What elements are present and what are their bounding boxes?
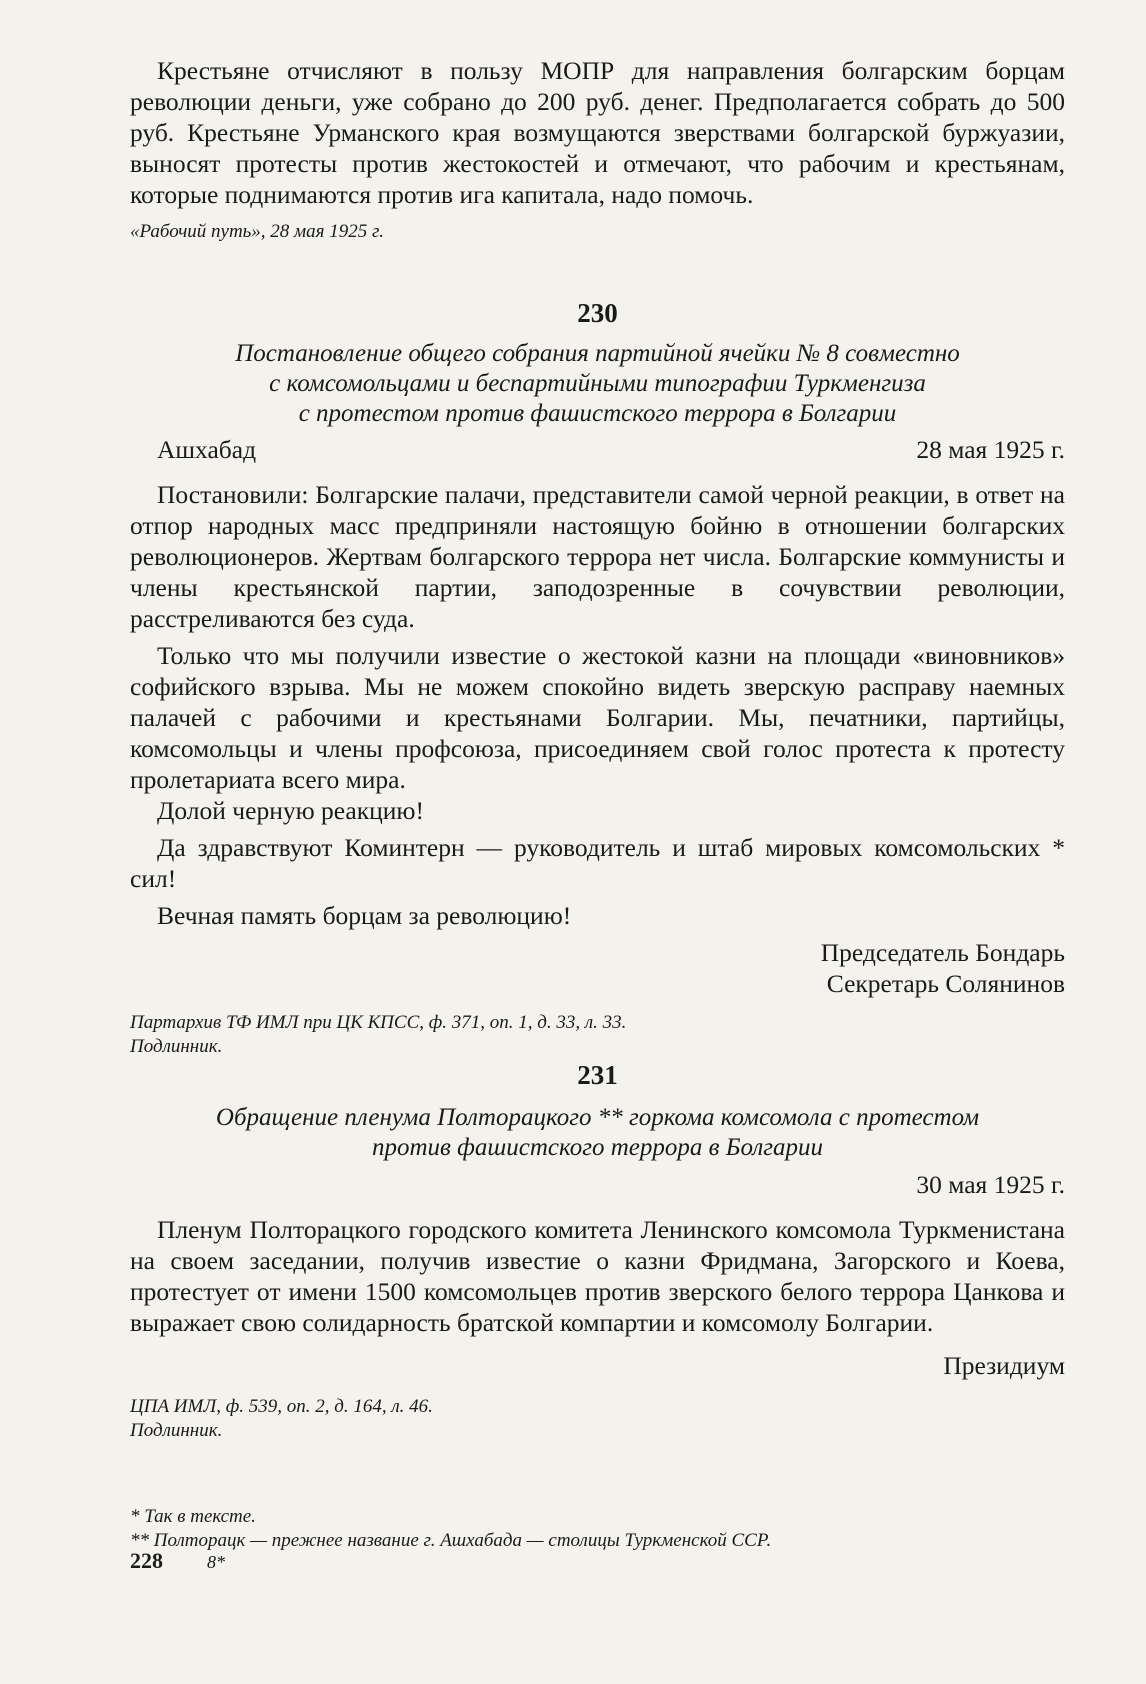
footnote-2: ** Полторацк — прежнее название г. Ашхабада — столицы Туркменской ССР.: [130, 1530, 772, 1551]
doc230-paragraph-5: Вечная память борцам за революцию!: [157, 901, 572, 930]
page-footer: [130, 1548, 1065, 1574]
doc230-date: 28 мая 1925 г.: [916, 435, 1065, 464]
doc231-date: 30 мая 1925 г.: [916, 1170, 1065, 1199]
doc231-title: [130, 1103, 1065, 1163]
doc230-source-original: Подлинник.: [130, 1036, 223, 1057]
doc230-signature-chairman: Председатель Бондарь: [820, 938, 1065, 967]
doc231-number: 231: [577, 1060, 618, 1090]
doc231-source-original: Подлинник.: [130, 1420, 223, 1441]
intro-paragraph: Крестьяне отчисляют в пользу МОПР для направления болгарским борцам революции деньги, уже собрано до 200 руб. денег. Предполагается собрать до 500 руб. Крестьяне Урманского края возмущаются зверствами болгарской буржуазии, выносят протесты против жестокостей и отмечают, что рабочим и крестьянам, которые поднимаются против ига капитала, надо помочь.: [130, 56, 1065, 209]
doc230-source: [130, 1011, 1065, 1059]
document-230: [130, 298, 1065, 1059]
doc231-title-line1: Обращение пленума Полторацкого ** горкома комсомола с протестом: [215, 1104, 980, 1131]
document-231: [130, 1060, 1065, 1443]
doc230-title-line3: с протестом против фашистского террора в Болгарии: [298, 400, 897, 427]
doc230-body: [130, 479, 1065, 931]
doc231-source-archive: ЦПА ИМЛ, ф. 539, оп. 2, д. 164, л. 46.: [130, 1396, 433, 1417]
doc230-number: 230: [577, 298, 618, 328]
doc231-source: [130, 1395, 1065, 1443]
doc230-title: [130, 339, 1065, 429]
footnotes: [130, 1505, 1065, 1553]
signature-mark: 8*: [207, 1552, 225, 1572]
intro-source: «Рабочий путь», 28 мая 1925 г.: [130, 221, 384, 242]
doc230-paragraph-3: Долой черную реакцию!: [157, 796, 424, 825]
doc230-paragraph-2: Только что мы получили известие о жестокой казни на площади «виновников» софийского взрыва. Мы не можем спокойно видеть зверскую расправу наемных палачей с рабочими и крестьянами Болгарии. Мы, печатники, партийцы, комсомольцы и члены профсоюза, присоединяем свой голос протеста к протесту пролетариата всего мира.: [130, 641, 1065, 794]
doc231-paragraph-1: Пленум Полторацкого городского комитета Ленинского комсомола Туркменистана на своем заседании, получив известие о казни Фридмана, Загорского и Коева, протестует от имени 1500 комсомольцев против зверского белого террора Цанкова и выражает свою солидарность братской компартии и комсомолу Болгарии.: [130, 1215, 1065, 1337]
doc230-title-line1: Постановление общего собрания партийной ячейки № 8 совместно: [235, 340, 960, 367]
doc230-title-line2: с комсомольцами и беспартийными типографии Туркменгиза: [269, 370, 926, 397]
doc231-signature: Президиум: [943, 1351, 1065, 1380]
doc230-dateline: [130, 435, 1065, 465]
doc230-paragraph-4: Да здравствуют Коминтерн — руководитель и штаб мировых комсомольских * сил!: [130, 833, 1065, 893]
page-number: 228: [130, 1548, 163, 1573]
doc230-signature-secretary: Секретарь Солянинов: [826, 969, 1065, 998]
doc230-paragraph-1: Постановили: Болгарские палачи, представители самой черной реакции, в ответ на отпор народных масс предприняли настоящую бойню в отношении болгарских революционеров. Жертвам болгарского террора нет числа. Болгарские коммунисты и члены крестьянской партии, заподозренные в сочувствии революции, расстреливаются без суда.: [130, 480, 1065, 633]
doc230-source-archive: Партархив ТФ ИМЛ при ЦК КПСС, ф. 371, оп. 1, д. 33, л. 33.: [130, 1012, 627, 1033]
footnote-1: * Так в тексте.: [130, 1506, 256, 1527]
intro-section: [130, 55, 1065, 244]
doc230-signatures: [130, 937, 1065, 999]
doc231-title-line2: против фашистского террора в Болгарии: [371, 1134, 824, 1161]
doc230-place: Ашхабад: [157, 435, 257, 464]
